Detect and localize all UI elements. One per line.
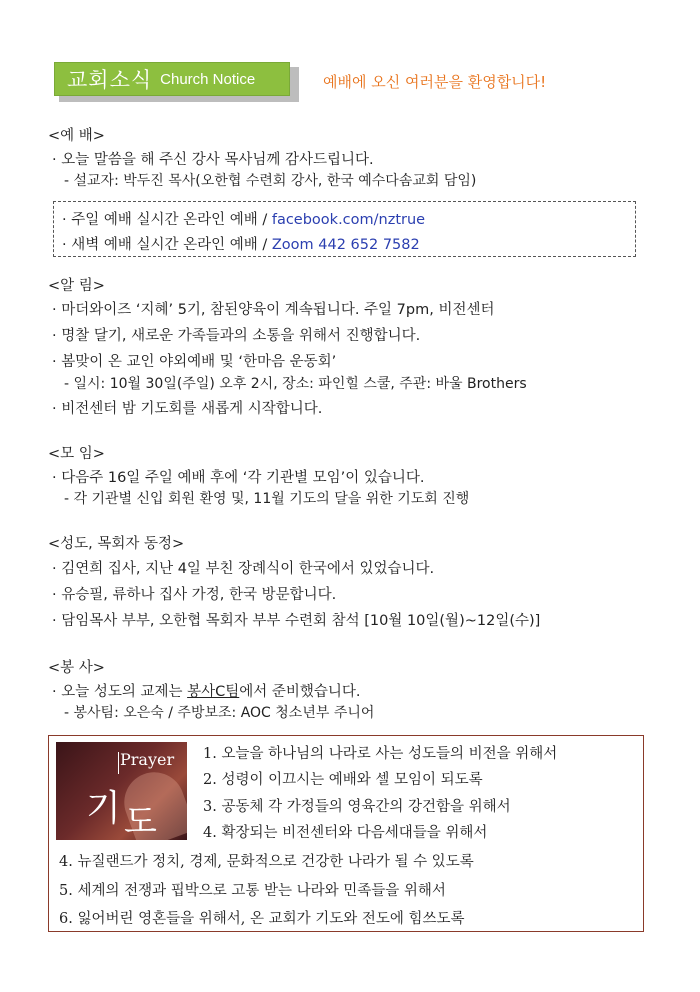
worship-thanks: · 오늘 말씀을 해 주신 강사 목사님께 감사드립니다. [52, 152, 374, 168]
prayer-image-ko1: 기 [86, 788, 121, 829]
members-heading: <성도, 목회자 동정> [48, 536, 185, 552]
prayer-box [48, 735, 644, 932]
worship-heading: <예 배> [48, 128, 105, 144]
facebook-link[interactable]: facebook.com/nztrue [271, 212, 426, 228]
members-item: · 유승필, 류하나 집사 가정, 한국 방문합니다. [52, 587, 337, 603]
online-dawn-label: · 새벽 예배 실시간 온라인 예배 / [62, 237, 268, 253]
prayer-image-en: Prayer [120, 750, 175, 769]
prayer-item: 1. 오늘을 하나님의 나라로 사는 성도들의 비전을 위해서 [203, 746, 558, 762]
church-notice-header [54, 62, 300, 102]
online-sunday-label: · 주일 예배 실시간 온라인 예배 / [62, 212, 268, 228]
online-sunday-row [62, 208, 425, 229]
service-item [52, 680, 361, 701]
zoom-link[interactable]: Zoom 442 652 7582 [271, 237, 420, 253]
notice-subitem: - 일시: 10월 30일(주일) 오후 2시, 장소: 파인힐 스쿨, 주관: 바울 Brothers [64, 376, 527, 392]
notice-item: · 비전센터 밤 기도회를 새롭게 시작합니다. [52, 401, 323, 417]
meeting-heading: <모 임> [48, 446, 105, 462]
online-dawn-row [62, 233, 420, 254]
service-heading: <봉 사> [48, 660, 105, 676]
members-item: · 김연희 집사, 지난 4일 부친 장례식이 한국에서 있었습니다. [52, 561, 435, 577]
notice-item: · 봄맞이 온 교인 야외예배 및 ‘한마음 운동회’ [52, 354, 337, 370]
header-title-en: Church Notice [160, 70, 256, 88]
prayer-item: 5. 세계의 전쟁과 핍박으로 고통 받는 나라와 민족들을 위해서 [59, 883, 446, 899]
prayer-item: 4. 확장되는 비전센터와 다음세대들을 위해서 [203, 825, 488, 841]
notice-heading: <알 림> [48, 278, 105, 294]
service-team: 봉사C팀 [187, 684, 240, 700]
online-worship-box [53, 201, 636, 257]
header-title-ko: 교회소식 [67, 68, 153, 92]
worship-preacher: - 설교자: 박두진 목사(오한협 수련회 강사, 한국 예수다솜교회 담임) [64, 173, 477, 189]
service-post: 에서 준비했습니다. [239, 684, 361, 700]
prayer-image [56, 742, 187, 840]
service-pre: · 오늘 성도의 교제는 [52, 684, 188, 700]
notice-item: · 명찰 달기, 새로운 가족들과의 소통을 위해서 진행합니다. [52, 328, 421, 344]
prayer-item: 6. 잃어버린 영혼들을 위해서, 온 교회가 기도와 전도에 힘쓰도록 [59, 911, 465, 927]
image-divider [118, 752, 119, 774]
prayer-item: 2. 성령이 이끄시는 예배와 셀 모임이 되도록 [203, 772, 483, 788]
prayer-image-ko2: 도 [124, 802, 157, 840]
prayer-item: 4. 뉴질랜드가 정치, 경제, 문화적으로 건강한 나라가 될 수 있도록 [59, 854, 474, 870]
header-box [54, 62, 290, 96]
notice-item: · 마더와이즈 ‘지혜’ 5기, 참된양육이 계속됩니다. 주일 7pm, 비전센터 [52, 302, 495, 318]
prayer-item: 3. 공동체 각 가정들의 영육간의 강건함을 위해서 [203, 799, 511, 815]
meeting-item: · 다음주 16일 주일 예배 후에 ‘각 기관별 모임’이 있습니다. [52, 470, 425, 486]
members-item: · 담임목사 부부, 오한협 목회자 부부 수련회 참석 [10월 10일(월)~12일(수)] [52, 613, 541, 629]
service-subitem: - 봉사팀: 오은숙 / 주방보조: AOC 청소년부 주니어 [64, 705, 375, 721]
welcome-message: 예배에 오신 여러분을 환영합니다! [323, 73, 547, 91]
meeting-subitem: - 각 기관별 신입 회원 환영 및, 11월 기도의 달을 위한 기도회 진행 [64, 491, 470, 507]
